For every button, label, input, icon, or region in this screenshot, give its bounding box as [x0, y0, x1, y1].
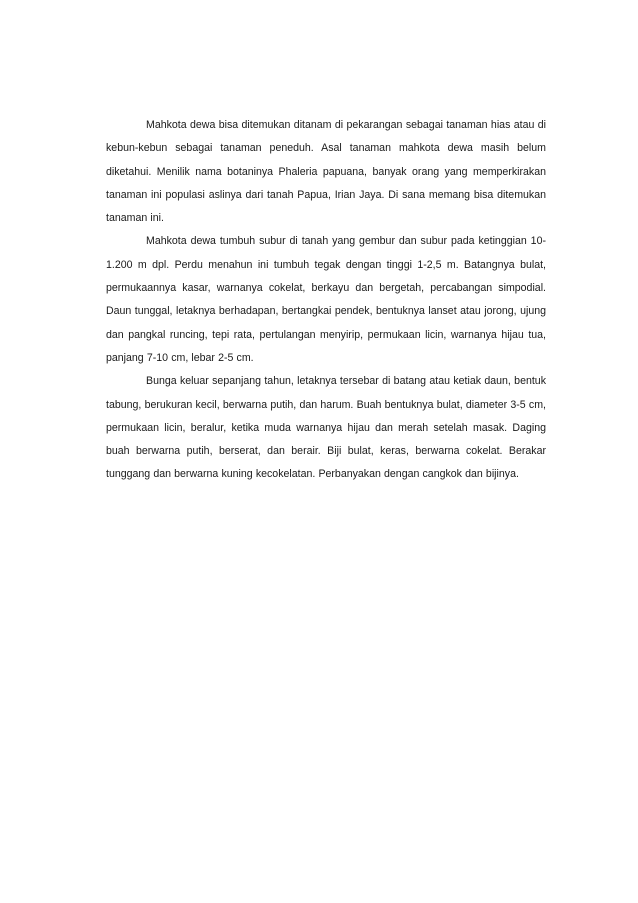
- paragraph-1: Mahkota dewa bisa ditemukan ditanam di pekarangan sebagai tanaman hias atau di kebun-kebun sebagai tanaman peneduh. Asal tanaman mahkota dewa masih belum diketahui. Menilik nama botaninya Phaleria papuana, banyak orang yang memperkirakan tanaman ini populasi aslinya dari tanah Papua, Irian Jaya. Di sana memang bisa ditemukan tanaman ini.: [106, 119, 546, 225]
- paragraph-3: Bunga keluar sepanjang tahun, letaknya tersebar di batang atau ketiak daun, bentuk tabung, berukuran kecil, berwarna putih, dan harum. Buah bentuknya bulat, diameter 3-5 cm, permukaan licin, beralur, ketika muda warnanya hijau dan merah setelah masak. Daging buah berwarna putih, berserat, dan berair. Biji bulat, keras, berwarna cokelat. Berakar tunggang dan berwarna kuning kecokelatan. Perbanyakan dengan cangkok dan bijinya.: [106, 375, 546, 481]
- body-text: [106, 114, 546, 487]
- paragraph-2: Mahkota dewa tumbuh subur di tanah yang gembur dan subur pada ketinggian 10-1.200 m dpl. Perdu menahun ini tumbuh tegak dengan tinggi 1-2,5 m. Batangnya bulat, permukaannya kasar, warnanya cokelat, berkayu dan bergetah, percabangan simpodial. Daun tunggal, letaknya berhadapan, bertangkai pendek, bentuknya lanset atau jorong, ujung dan pangkal runcing, tepi rata, pertulangan menyirip, permukaan licin, warnanya hijau tua, panjang 7-10 cm, lebar 2-5 cm.: [106, 235, 546, 364]
